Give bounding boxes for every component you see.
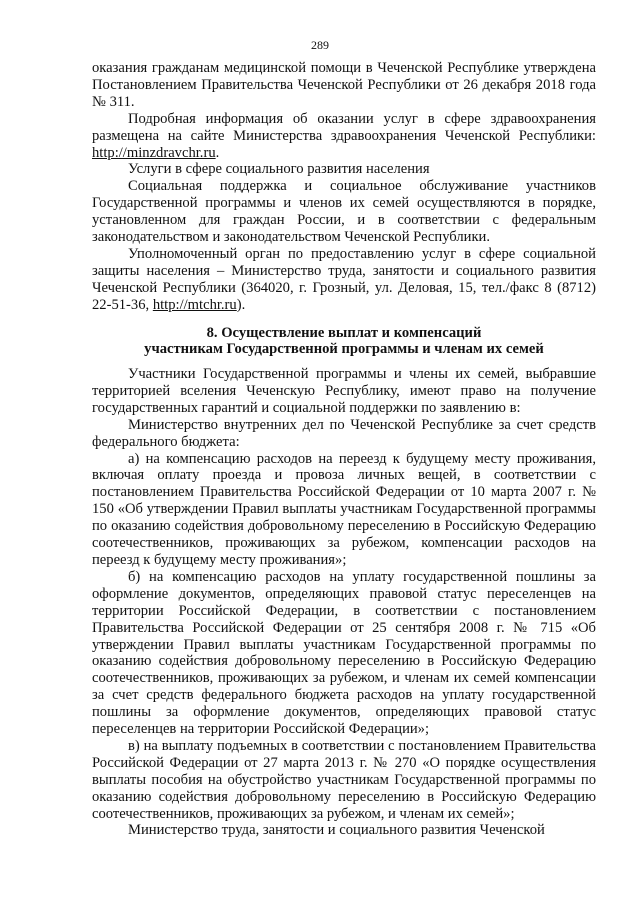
paragraph-item-v — [92, 738, 596, 823]
paragraph-text: Министерство внутренних дел по Чеченской Республике за счет средств федерального бюджета: — [92, 416, 596, 450]
paragraph-text: б) на компенсацию расходов на уплату государственной пошлины за оформление документов, определяющих правовой статус переселенцев на территории Российской Федерации, в соответствии с постановлением Правительства Российской Федерации от 25 сентября 2008 г. № 715 «Об утверждении Правил выплаты участникам Государственной программы по оказанию содействия добровольному переселению в Российскую Федерацию соотечественников, проживающих за рубежом, и членам их семей компенсации за счет средств федерального бюджета расходов на уплату государственной пошлины за оформление документов, определяющих правовой статус переселенцев на территории Российской Федерации»; — [92, 568, 596, 738]
paragraph-item-b — [92, 569, 596, 738]
paragraph-mvd — [92, 417, 596, 451]
paragraph-text: а) на компенсацию расходов на переезд к будущему месту проживания, включая оплату проезда и провоза личных вещей, в соответствии с постановлением Правительства Российской Федерации от 10 марта 2007 г. № 150 «Об утверждении Правил выплаты участникам Государственной программы по оказанию содействия добровольному переселению в Российскую Федерацию соотечественников, проживающих за рубежом, компенсации расходов на переезд к будущему месту проживания»; — [92, 450, 596, 568]
minzdrav-link[interactable]: http://minzdravchr.ru — [92, 144, 216, 161]
paragraph-text-end: . — [215, 144, 220, 161]
paragraph-ministry-labor — [92, 822, 596, 839]
paragraph-text: Участники Государственной программы и члены их семей, выбравшие территорией вселения Чеченскую Республику, имеют право на получение государственных гарантий и социальной поддержки по заявлению в: — [92, 366, 596, 416]
paragraph-authorized-body — [92, 246, 596, 314]
section-heading-line-2: участникам Государственной программы и членам их семей — [144, 340, 544, 357]
paragraph-text: Подробная информация об оказании услуг в сфере здравоохранения размещена на сайте Министерства здравоохранения Чеченской Республики: — [92, 110, 596, 144]
paragraph-text: Социальная поддержка и социальное обслуживание участников Государственной программы и членов их семей осуществляются в порядке, установленном для граждан России, и в соответствии с федеральным законодательством и законодательством Чеченской Республики. — [92, 178, 596, 246]
paragraph-continuation — [92, 60, 596, 111]
section-heading — [92, 325, 596, 357]
paragraph-social-support — [92, 178, 596, 246]
paragraph-text: в) на выплату подъемных в соответствии с постановлением Правительства Российской Федерации от 27 марта 2013 г. № 270 «О порядке осуществления выплаты пособия на обустройство участникам Государственной программы по оказанию содействия добровольному переселению в Российскую Федерацию соотечественников, проживающих за рубежом, и членам их семей»; — [92, 737, 596, 822]
page-number: 289 — [311, 38, 329, 52]
paragraph-item-a — [92, 451, 596, 569]
mtchr-link[interactable]: http://mtchr.ru — [152, 296, 237, 313]
paragraph-text: оказания гражданам медицинской помощи в Чеченской Республике утверждена Постановлением Правительства Чеченской Республики от 26 декабря 2018 года № 311. — [92, 60, 596, 110]
paragraph-social-services-title — [92, 161, 596, 178]
paragraph-text-end: ). — [236, 296, 246, 313]
section-heading-line-1: 8. Осуществление выплат и компенсаций — [206, 324, 482, 341]
paragraph-health-info — [92, 111, 596, 162]
paragraph-participants-rights — [92, 366, 596, 417]
paragraph-text: Министерство труда, занятости и социального развития Чеченской — [128, 822, 545, 839]
paragraph-text: Уполномоченный орган по предоставлению услуг в сфере социальной защиты населения – Министерство труда, занятости и социального развития Чеченской Республики (364020, г. Грозный, ул. Деловая, 15, тел./факс 8 (8712) 22-51-36, — [92, 245, 596, 313]
page-content — [92, 60, 596, 839]
paragraph-text: Услуги в сфере социального развития населения — [128, 161, 430, 178]
